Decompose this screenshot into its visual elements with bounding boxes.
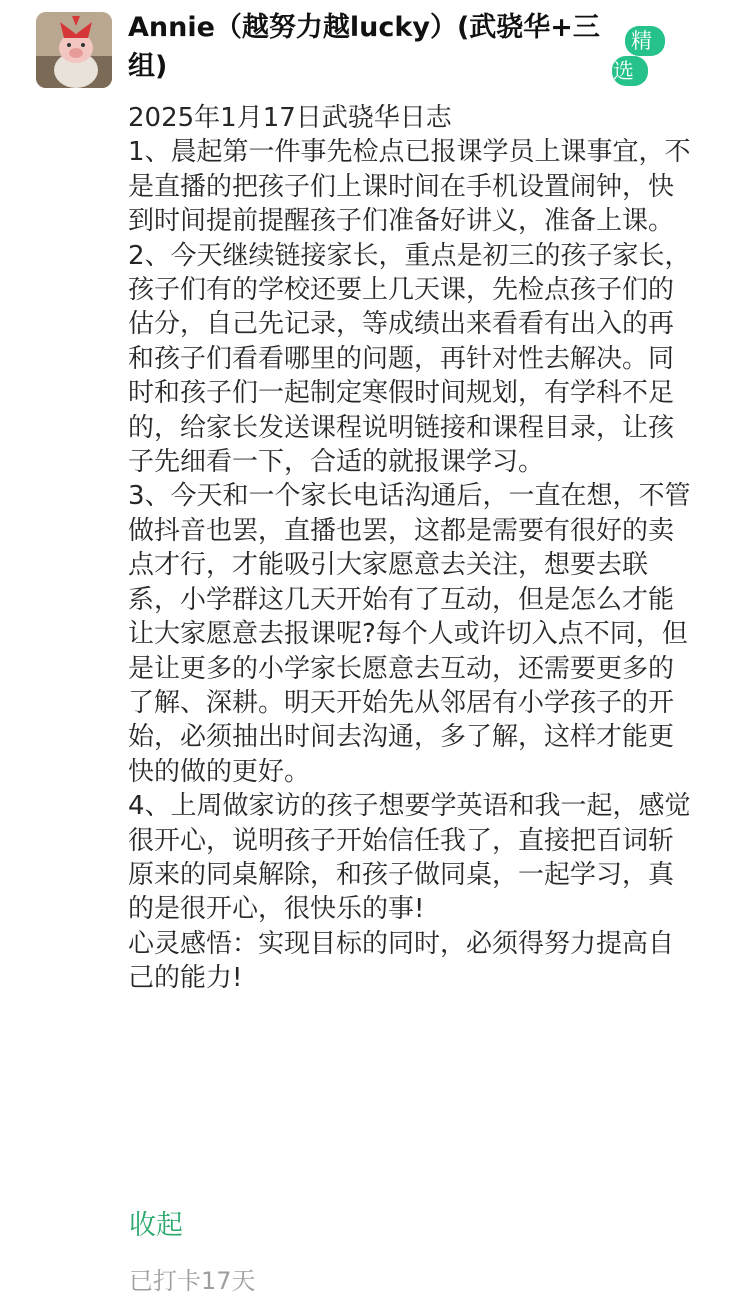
post-title: 2025年1月17日武骁华日志 [128,103,452,133]
featured-badge-char-2: 选 [613,59,634,83]
post-paragraph-1: 1、晨起第一件事先检点已报课学员上课事宜，不是直播的把孩子们上课时间在手机设置闹钟，快到时间提前提醒孩子们准备好讲义，准备上课。 [128,137,691,237]
post-content [128,101,698,996]
post-reflection: 心灵感悟：实现目标的同时，必须得努力提高自己的能力! [128,928,675,994]
featured-badge-char-1: 精 [631,29,652,53]
author-avatar[interactable] [36,12,112,88]
checkin-status: 已打卡17天 [129,1267,256,1295]
post-paragraph-4: 4、上周做家访的孩子想要学英语和我一起，感觉很开心，说明孩子开始信任我了，直接把百词斩原来的同桌解除，和孩子做同桌，一起学习，真的是很开心，很快乐的事! [128,791,691,925]
pig-character-avatar-icon [36,12,112,88]
collapse-link[interactable]: 收起 [129,1210,183,1241]
post-paragraph-2: 2、今天继续链接家长，重点是初三的孩子家长，孩子们有的学校还要上几天课，先检点孩子们的估分，自己先记录，等成绩出来看看有出入的再和孩子们看看哪里的问题，再针对性去解决。同时和孩子们一起制定寒假时间规划，有学科不足的，给家长发送课程说明链接和课程目录，让孩子先细看一下，合适的就报课学习。 [128,240,691,478]
post-paragraph-3: 3、今天和一个家长电话沟通后，一直在想，不管做抖音也罢，直播也罢，这都是需要有很好的卖点才行，才能吸引大家愿意去关注，想要去联系，小学群这几天开始有了互动，但是怎么才能让大家愿意去报课呢?每个人或许切入点不同，但是让更多的小学家长愿意去互动，还需要更多的了解、深耕。明天开始先从邻居有小学孩子的开始，必须抽出时间去沟通，多了解，这样才能更快的做的更好。 [128,481,691,787]
author-name[interactable]: Annie（越努力越lucky）(武骁华+三组) [128,12,600,82]
